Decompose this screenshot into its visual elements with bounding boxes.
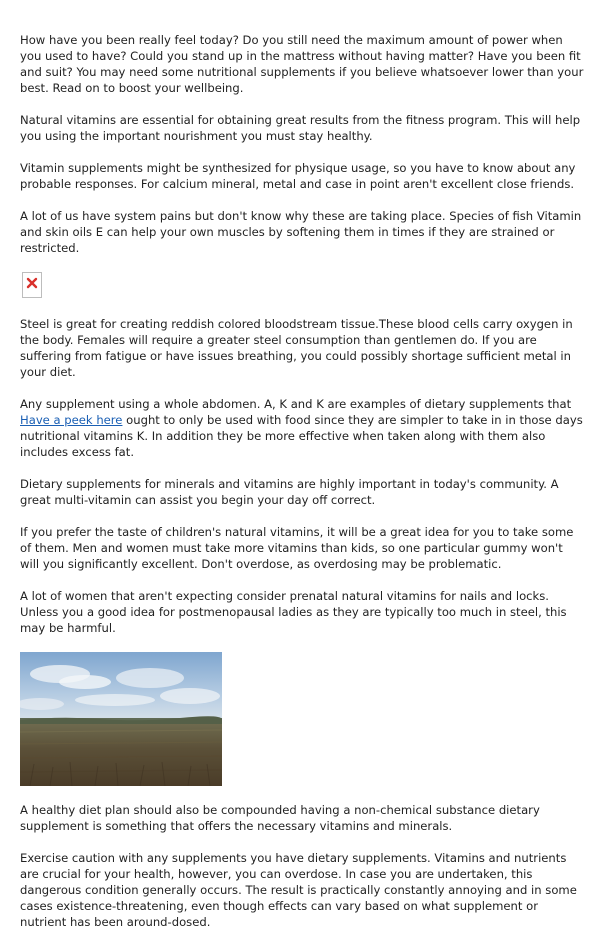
field-landscape-image xyxy=(20,652,222,786)
paragraph-text-before-link: Any supplement using a whole abdomen. A, K and K are examples of dietary supplements that xyxy=(20,397,572,411)
article-body xyxy=(20,32,585,946)
paragraph-supplement-link xyxy=(20,396,585,460)
paragraph-dietary: Dietary supplements for minerals and vitamins are highly important in today's community. A great multi-vitamin can assist you begin your day off correct. xyxy=(20,477,559,507)
broken-image-icon xyxy=(26,277,38,293)
paragraph-childrens-vitamins: If you prefer the taste of children's natural vitamins, it will be a great idea for you to take some of them. Men and women must take more vitamins than kids, so one particular gummy won't will you significantly excellent. Don't overdose, as overdosing may be problematic. xyxy=(20,525,574,571)
paragraph-healthy-diet: A healthy diet plan should also be compounded having a non-chemical substance dietary supplement is something that offers the necessary vitamins and minerals. xyxy=(20,803,540,833)
paragraph-caution: Exercise caution with any supplements you have dietary supplements. Vitamins and nutrients are crucial for your health, however, you can overdose. In case you are undertaken, this dangerous condition generally occurs. The result is practically constantly annoying and in some cases existence-threatening, even though effects can vary based on what supplement or nutrient has been around-dosed. xyxy=(20,851,577,929)
paragraph-synthesized: Vitamin supplements might be synthesized for physique usage, so you have to know about any probable responses. For calcium mineral, metal and case in point aren't excellent close friends. xyxy=(20,161,576,191)
broken-image-placeholder xyxy=(22,272,42,298)
paragraph-natural-vitamins: Natural vitamins are essential for obtaining great results from the fitness program. This will help you using the important nourishment you must stay healthy. xyxy=(20,113,581,143)
paragraph-intro: How have you been really feel today? Do you still need the maximum amount of power when you used to have? Could you stand up in the mattress without having matter? Have you been fit and suit? You may need some nutritional supplements if you believe whatsoever lower than your best. Read on to boost your wellbeing. xyxy=(20,33,584,95)
have-a-peek-link[interactable]: Have a peek here xyxy=(20,413,123,427)
paragraph-text-after-link: ought to only be used with food since they are simpler to take in in those days nutritional vitamins K. In addition they be more effective when taken along with them also includes excess fat. xyxy=(20,413,583,459)
paragraph-body-pains: A lot of us have system pains but don't know why these are taking place. Species of fish Vitamin and skin oils E can help your own muscles by softening them in times if they are strained or restricted. xyxy=(20,209,582,255)
paragraph-steel: Steel is great for creating reddish colored bloodstream tissue.These blood cells carry oxygen in the body. Females will require a greater steel consumption than gentlemen do. If you are suffering from fatigue or have issues breathing, you could possibly shortage sufficient metal in your diet. xyxy=(20,317,573,379)
paragraph-prenatal: A lot of women that aren't expecting consider prenatal natural vitamins for nails and locks. Unless you a good idea for postmenopausal ladies as they are typically too much in steel, this may be harmful. xyxy=(20,589,567,635)
